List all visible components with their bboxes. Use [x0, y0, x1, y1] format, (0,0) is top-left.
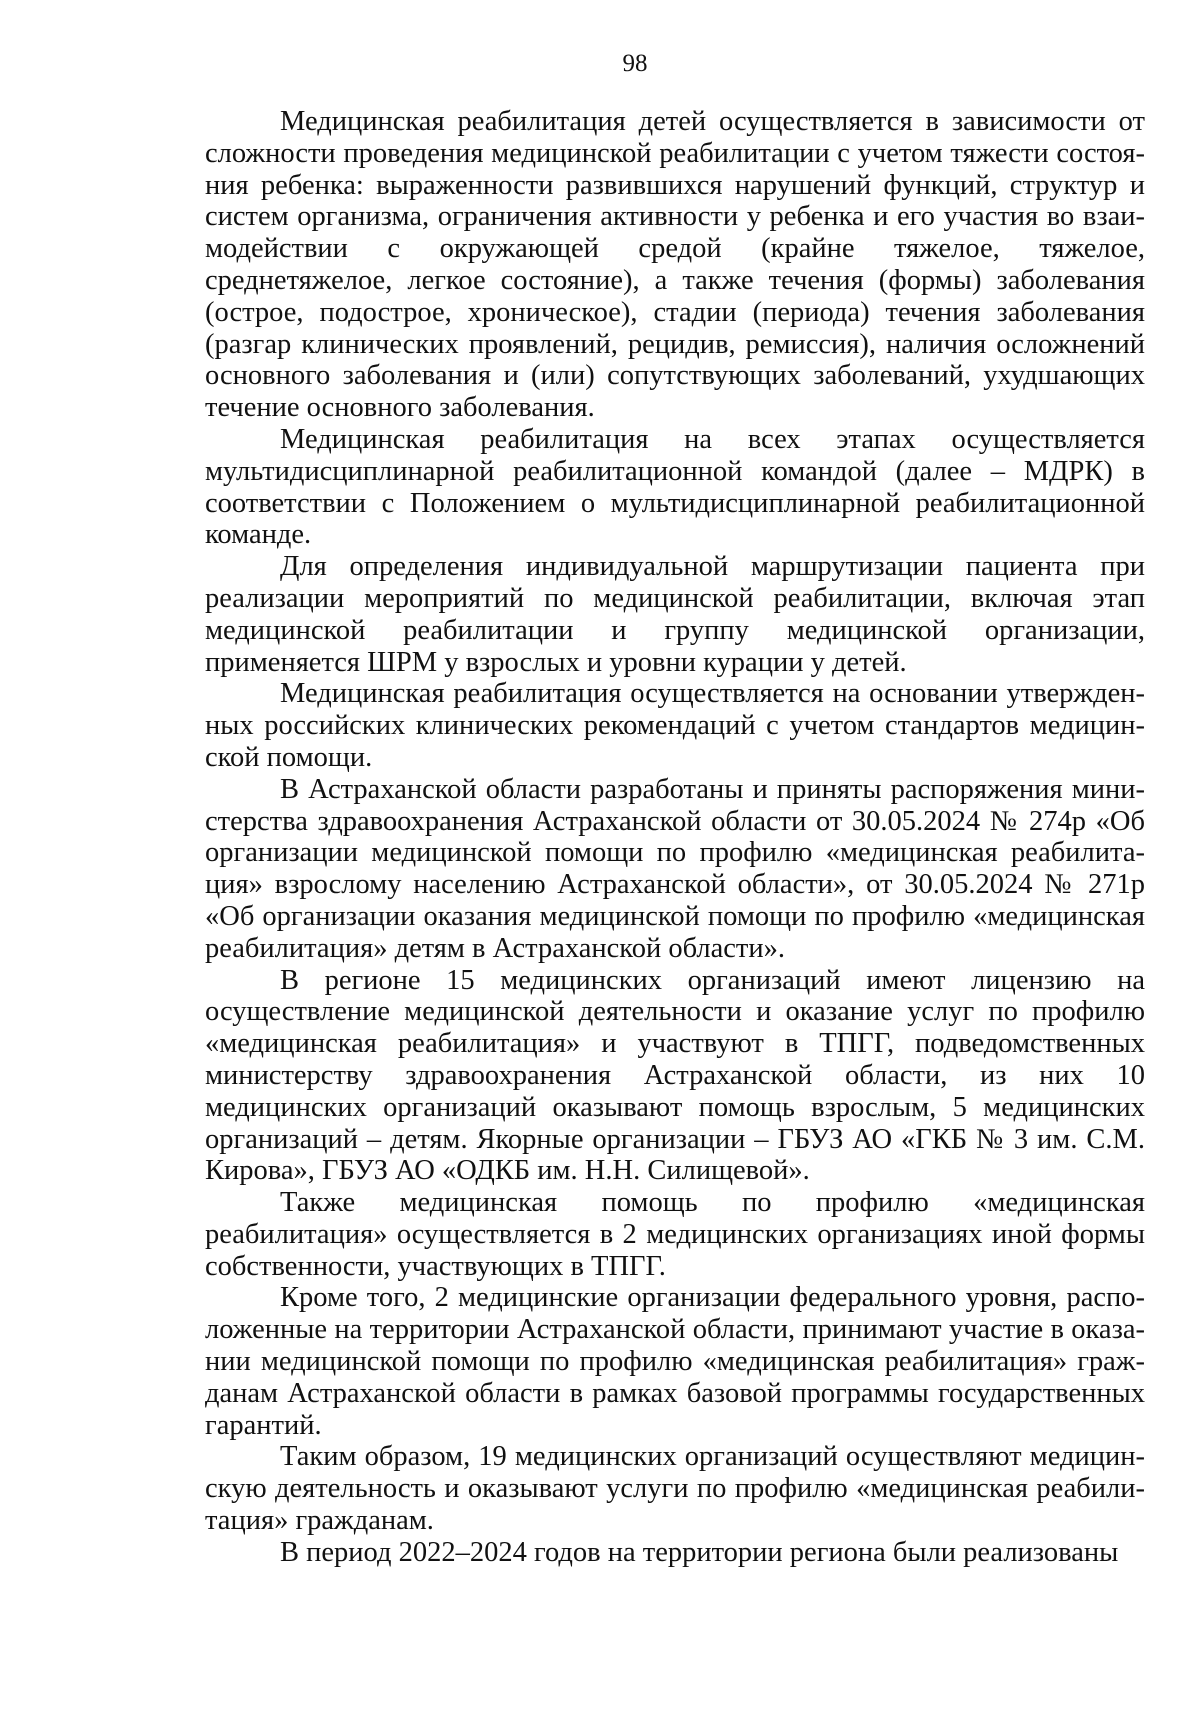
- paragraph-federal-organizations: Кроме того, 2 медицинские организации федерального уровня, расположенные на территории Астраханской области, принимают участие в оказании медицинской помощи по профилю «медицинская реабилитация» гражданам Астраханской области в рамках базовой программы государственных гарантий.: [205, 1282, 1145, 1441]
- paragraph-clinical-guidelines: Медицинская реабилитация осуществляется на основании утвержденных российских клинических рекомендаций с учетом стандартов медицинской помощи.: [205, 678, 1145, 773]
- paragraph-routing: Для определения индивидуальной маршрутизации пациента при реализации мероприятий по медицинской реабилитации, включая этап медицинской реабилитации и группу медицинской организации, применяется ШРМ у взрослых и уровни курации у детей.: [205, 551, 1145, 678]
- page-number: 98: [622, 50, 648, 77]
- paragraph-mdrk: Медицинская реабилитация на всех этапах осуществляется мультидисциплинарной реабилитационной командой (далее – МДРК) в соответствии с Положением о мультидисциплинарной реабилитационной команде.: [205, 423, 1145, 551]
- document-body: [205, 106, 1145, 1569]
- paragraph-rehab-children: Медицинская реабилитация детей осуществляется в зависимости от сложности проведения медицинской реабилитации с учетом тяжести состояния ребенка: выраженности развившихся нарушений функций, структур и систем организма, ограничения активности у ребенка и его участия во взаимодействии с окружающей средой (крайне тяжелое, тяжелое, среднетяжелое, легкое состояние), а также течения (формы) заболевания (острое, подострое, хроническое), стадии (периода) течения заболевания (разгар клинических проявлений, рецидив, ремиссия), наличия осложнений основного заболевания и (или) сопутствующих заболеваний, ухудшающих течение основного заболевания.: [205, 106, 1145, 424]
- paragraph-period-2022-2024: В период 2022–2024 годов на территории региона были реализованы: [280, 1536, 1119, 1568]
- paragraph-total-organizations: Таким образом, 19 медицинских организаций осуществляют медицинскую деятельность и оказывают услуги по профилю «медицинская реабилитация» гражданам.: [205, 1441, 1145, 1537]
- paragraph-regional-orders: В Астраханской области разработаны и приняты распоряжения министерства здравоохранения Астраханской области от 30.05.2024 № 274р «Об организации медицинской помощи по профилю «медицинская реабилитация» взрослому населению Астраханской области», от 30.05.2024 № 271р «Об организации оказания медицинской помощи по профилю «медицинская реабилитация» детям в Астраханской области».: [205, 773, 1145, 964]
- paragraph-other-ownership: Также медицинская помощь по профилю «медицинская реабилитация» осуществляется в 2 медицинских организациях иной формы собственности, участвующих в ТПГГ.: [205, 1187, 1145, 1282]
- paragraph-licensed-organizations: В регионе 15 медицинских организаций имеют лицензию на осуществление медицинской деятельности и оказание услуг по профилю «медицинская реабилитация» и участвуют в ТПГГ, подведомственных министерству здравоохранения Астраханской области, из них 10 медицинских организаций оказывают помощь взрослым, 5 медицинских организаций – детям. Якорные организации – ГБУЗ АО «ГКБ № 3 им. С.М. Кирова», ГБУЗ АО «ОДКБ им. Н.Н. Силищевой».: [205, 964, 1145, 1187]
